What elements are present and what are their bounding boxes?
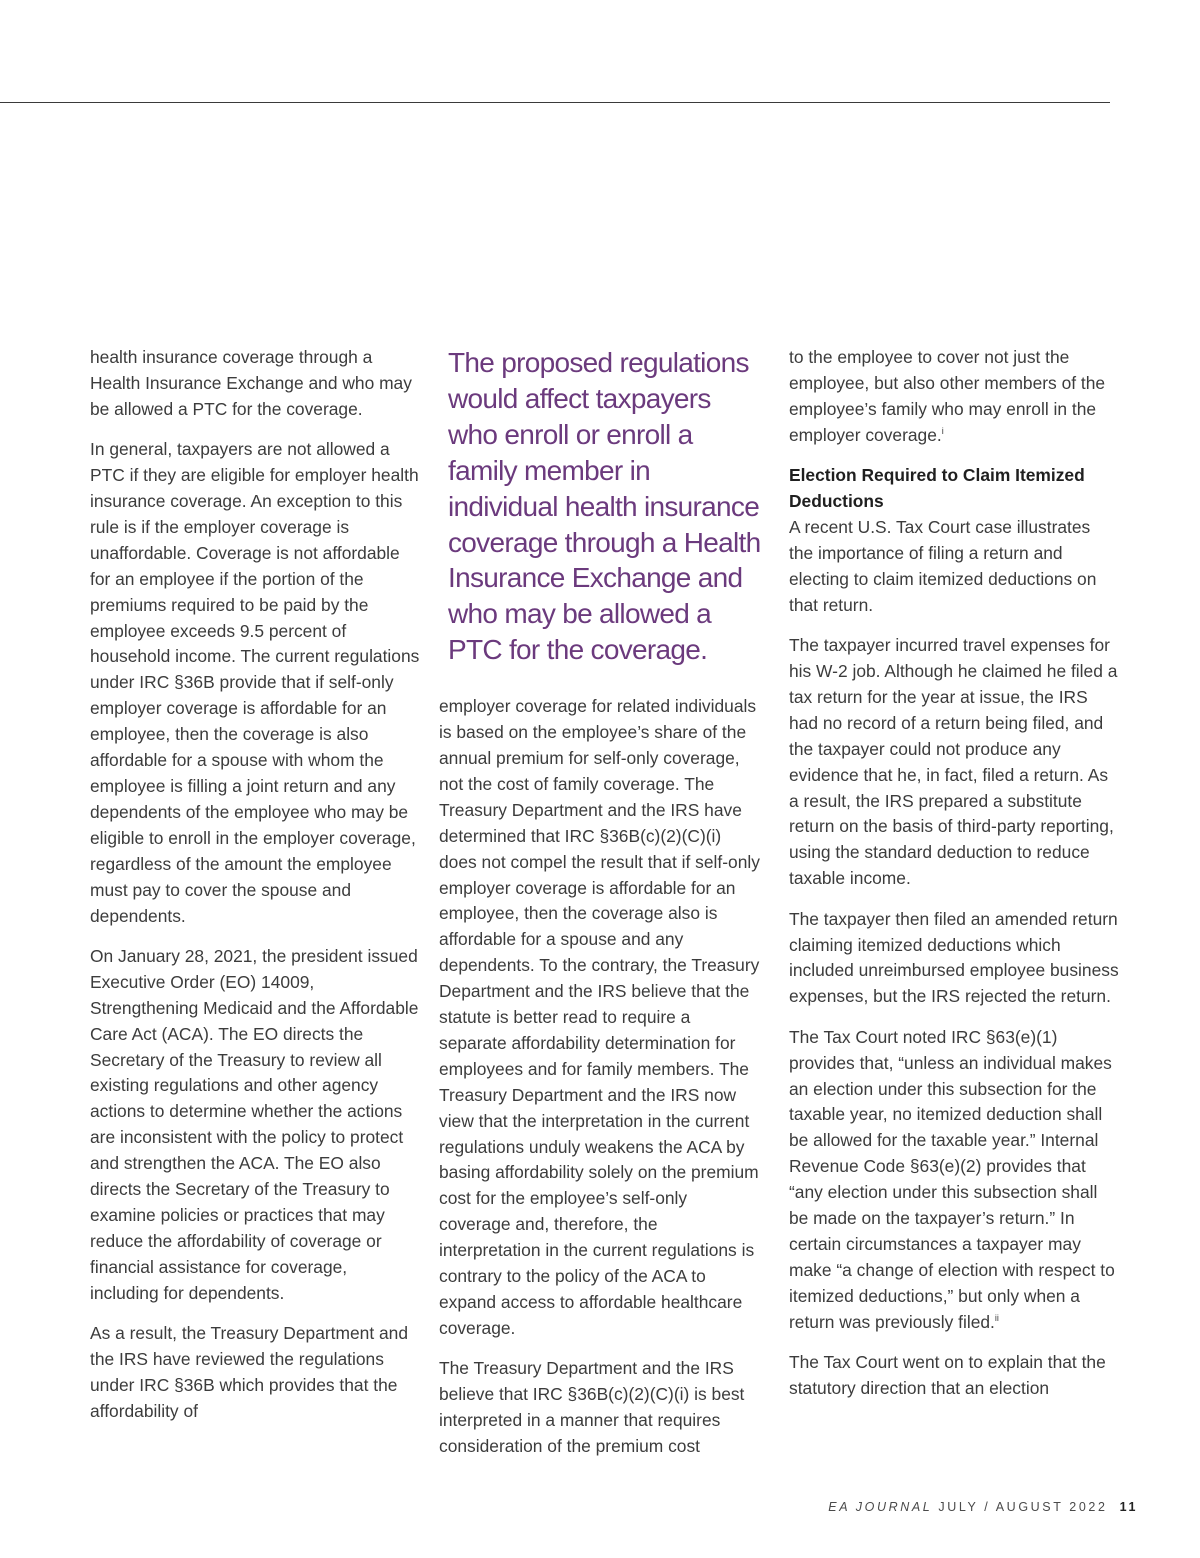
paragraph: The taxpayer then filed an amended return claiming itemized deductions which included unreimbursed employee business expenses, but the IRS rejected the return. [789, 908, 1119, 1007]
issue-date: JULY / AUGUST 2022 [938, 1500, 1108, 1514]
paragraph-text: to the employee to cover not just the employee, but also other members of the employee’s family who may enroll in the employer coverage. [789, 347, 1106, 445]
column-middle [439, 345, 761, 1474]
paragraph [789, 1025, 1119, 1336]
paragraph: A recent U.S. Tax Court case illustrates the importance of filing a return and electing to claim itemized deductions on that return. [789, 516, 1097, 615]
paragraph: On January 28, 2021, the president issued Executive Order (EO) 14009, Strengthening Medicaid and the Affordable Care Act (ACA). The EO directs the Secretary of the Treasury to review all existing regulations and other agency actions to determine whether the actions are inconsistent with the policy to protect and strengthen the ACA. The EO also directs the Secretary of the Treasury to examine policies or practices that may reduce the affordability of coverage or financial assistance for coverage, including for dependents. [90, 945, 419, 1303]
publication-name: EA JOURNAL [828, 1500, 933, 1514]
paragraph: health insurance coverage through a Health Insurance Exchange and who may be allowed a PTC for the coverage. [90, 347, 412, 419]
paragraph [789, 345, 1119, 449]
paragraph: The Tax Court went on to explain that the statutory direction that an election [789, 1352, 1106, 1399]
section-heading: Election Required to Claim Itemized Deductions [789, 465, 1085, 512]
endnote-marker: ii [994, 1312, 999, 1323]
column-left [90, 345, 420, 1439]
column-right [789, 345, 1119, 1416]
paragraph: The taxpayer incurred travel expenses for his W-2 job. Although he claimed he filed a tax return for the year at issue, the IRS had no record of a return being filed, and the taxpayer could not produce any evidence that he, in fact, filed a return. As a result, the IRS prepared a substitute return on the basis of third-party reporting, using the standard deduction to reduce taxable income. [789, 635, 1118, 889]
paragraph-text: The Tax Court noted IRC §63(e)(1) provides that, “unless an individual makes an election under this subsection for the taxable year, no itemized deduction shall be allowed for the taxable year.” Internal Revenue Code §63(e)(2) provides that “any election under this subsection shall be made on the taxpayer’s return.” In certain circumstances a taxpayer may make “a change of election with respect to itemized deductions,” but only when a return was previously filed. [789, 1026, 1115, 1332]
header-rule [0, 102, 1110, 103]
paragraph: In general, taxpayers are not allowed a PTC if they are eligible for employer health insurance coverage. An exception to this rule is if the employer coverage is unaffordable. Coverage is not affordable for an employee if the portion of the premiums required to be paid by the employee exceeds 9.5 percent of household income. The current regulations under IRC §36B provide that if self-only employer coverage is affordable for an employee, then the coverage is also affordable for a spouse with whom the employee is filling a joint return and any dependents of the employee who may be eligible to enroll in the employer coverage, regardless of the amount the employee must pay to cover the spouse and dependents. [90, 439, 420, 926]
paragraph: As a result, the Treasury Department and the IRS have reviewed the regulations under IRC §36B which provides that the affordability of [90, 1323, 409, 1421]
paragraph: employer coverage for related individuals is based on the employee’s share of the annual premium for self-only coverage, not the cost of family coverage. The Treasury Department and the IRS have determined that IRC §36B(c)(2)(C)(i) does not compel the result that if self-only employer coverage is affordable for an employee, then the coverage also is affordable for a spouse and any dependents. To the contrary, the Treasury Department and the IRS believe that the statute is better read to require a separate affordability determination for employees and for family members. The Treasury Department and the IRS now view that the interpretation in the current regulations unduly weakens the ACA by basing affordability solely on the premium cost for the employee’s self-only coverage and, therefore, the interpretation in the current regulations is contrary to the policy of the ACA to expand access to affordable healthcare coverage. [439, 696, 760, 1338]
page-number: 11 [1119, 1500, 1138, 1514]
endnote-marker: i [941, 425, 944, 436]
paragraph: The Treasury Department and the IRS believe that IRC §36B(c)(2)(C)(i) is best interpreted in a manner that requires consideration of the premium cost [439, 1358, 745, 1457]
page-footer [828, 1500, 1138, 1514]
pull-quote: The proposed regulations would affect taxpayers who enroll or enroll a family member in individual health insurance coverage through a Health Insurance Exchange and who may be allowed a PTC for the coverage. [448, 347, 761, 666]
